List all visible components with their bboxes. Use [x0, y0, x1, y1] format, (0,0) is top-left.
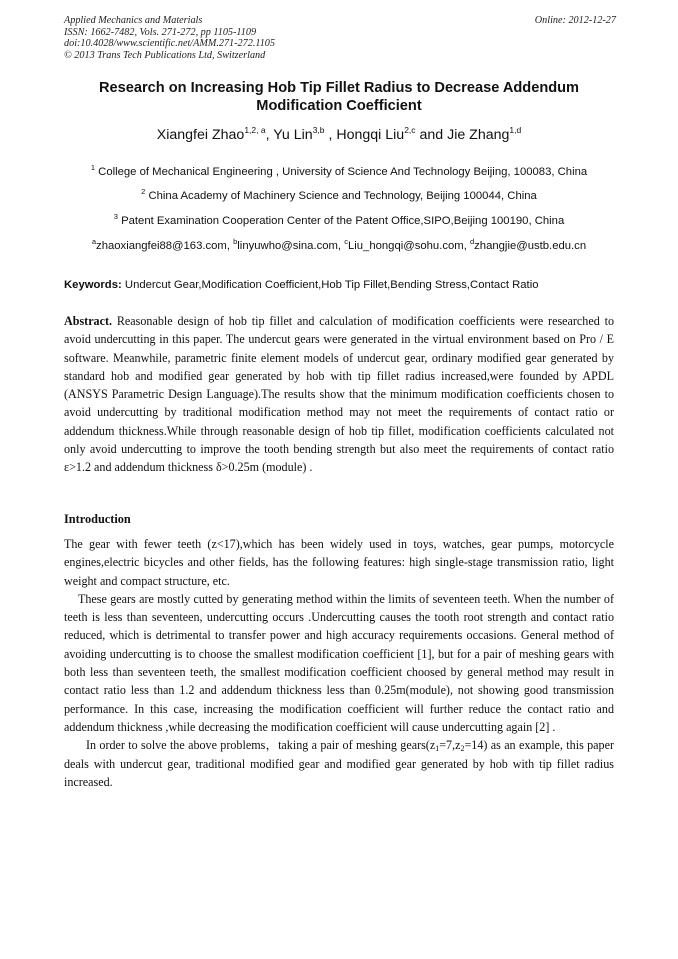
affiliation-text: College of Mechanical Engineering , University of Science And Technology Beijing, 100083, China: [98, 166, 588, 178]
abstract-text: Reasonable design of hob tip fillet and calculation of modification coefficients were researched to avoid undercutting in this paper. The undercut gears were generated in the virtual environment based on Pro / E software. Meanwhile, parametric finite element models of undercut gear, ordinary modified gear generated by standard hob and modified gear generated by hob with tip fillet radius increased,were founded by APDL (ANSYS Parametric Design Language).The results show that the minimum modification coefficients chosen to avoid undercutting by traditional modification method may not meet the requirements of contact ratio or addendum thickness.While through reasonable design of hob tip fillet, modification coefficients calculated not only avoid undercutting to improve the tooth bending strength but also meet the requirements of contact ratio ε>1.2 and addendum thickness δ>0.25m (module) .: [64, 314, 614, 475]
affiliation-number: 1: [90, 163, 96, 172]
paper-title: Research on Increasing Hob Tip Fillet Radius to Decrease Addendum Modification Coefficient: [98, 80, 580, 114]
email-address: linyuwho@sina.com,: [237, 240, 345, 252]
author-sep: ,: [324, 127, 337, 143]
journal-name: Applied Mechanics and Materials: [64, 15, 203, 26]
email-sup: b: [233, 237, 238, 246]
p3-sub: 1: [435, 744, 440, 754]
intro-paragraph-2: These gears are mostly cutted by generating method within the limits of seventeen teeth. When the number of teeth is less than seventeen, undercutting occurs .Undercutting causes the tooth root strength and contact ratio reduced, which is detrimental to transfer power and high accuracy requirements occasions. General method of avoiding undercutting is to choose the smallest modification coefficient [1], but for a pair of meshing gears with both less than seventeen teeth, the smallest modification coefficient choosed by general method may result in contact ratio less than 1.2 and addendum thickness less than 0.25m(module), not showing good transmission performance. In this case, increasing the modification coefficient will further reduce the contact ratio and addendum thickness ,while decreasing the modification coefficient will cause undercutting again [2] .: [64, 591, 614, 734]
keywords-text: Undercut Gear,Modification Coefficient,Hob Tip Fillet,Bending Stress,Contact Ratio: [121, 279, 539, 291]
keywords: [64, 278, 624, 292]
issn-line: ISSN: 1662-7482, Vols. 271-272, pp 1105-1109: [64, 26, 257, 38]
author-affil-sup: 1,2, a: [244, 125, 266, 135]
author-name: Xiangfei Zhao: [156, 127, 245, 143]
p3-text: =14) as an example, this paper deals with undercut gear, traditional modified gear and modified gear generated by hob with tip fillet radius increased.: [64, 738, 614, 789]
p3-text: =7,z: [439, 738, 461, 753]
author-name: Jie Zhang: [447, 127, 510, 143]
intro-paragraph-1: The gear with fewer teeth (z<17),which has been widely used in toys, watches, gear pumps, motorcycle engines,electric bicycles and other fields, has the following features: high single-stage transmission ratio, light weight and compact structure, etc.: [64, 537, 614, 588]
affiliation-2: [50, 189, 628, 203]
email-sup: a: [91, 237, 97, 246]
author-name: Hongqi Liu: [336, 127, 405, 143]
email-address: zhangjie@ustb.edu.cn: [474, 240, 587, 252]
author-list: [60, 126, 618, 144]
email-list: [50, 239, 628, 253]
online-date: Online: 2012-12-27: [534, 15, 616, 26]
abstract: [64, 312, 614, 477]
author-name: Yu Lin: [273, 127, 313, 143]
abstract-label: Abstract.: [64, 314, 113, 328]
email-address: zhaoxiangfei88@163.com,: [96, 240, 234, 252]
introduction-body: [64, 535, 614, 791]
affiliation-1: [50, 165, 628, 179]
email-address: Liu_hongqi@sohu.com,: [347, 240, 470, 252]
section-heading-introduction: Introduction: [64, 512, 131, 526]
author-affil-sup: 3,b: [312, 125, 325, 135]
journal-header: [64, 15, 616, 61]
affiliation-number: 2: [141, 187, 146, 196]
p3-sub: 2: [460, 744, 465, 754]
copyright-line: © 2013 Trans Tech Publications Ltd, Switzerland: [64, 49, 266, 61]
affiliation-text: China Academy of Machinery Science and Technology, Beijing 100044, China: [148, 190, 537, 202]
email-sup: d: [469, 237, 475, 246]
affiliation-3: [50, 214, 628, 228]
author-sep: and: [415, 127, 448, 143]
email-sup: c: [344, 237, 348, 246]
keywords-label: Keywords:: [64, 279, 122, 291]
author-affil-sup: 1,d: [509, 125, 522, 135]
affiliation-text: Patent Examination Cooperation Center of the Patent Office,SIPO,Beijing 100190, China: [121, 215, 565, 227]
p3-text: In order to solve the above problems，taking a pair of meshing gears(z: [86, 738, 436, 753]
author-sep: ,: [265, 127, 274, 143]
affiliation-number: 3: [113, 212, 118, 221]
author-affil-sup: 2,c: [404, 125, 416, 135]
doi-line: doi:10.4028/www.scientific.net/AMM.271-272.1105: [64, 38, 275, 49]
intro-paragraph-3: [64, 736, 614, 791]
